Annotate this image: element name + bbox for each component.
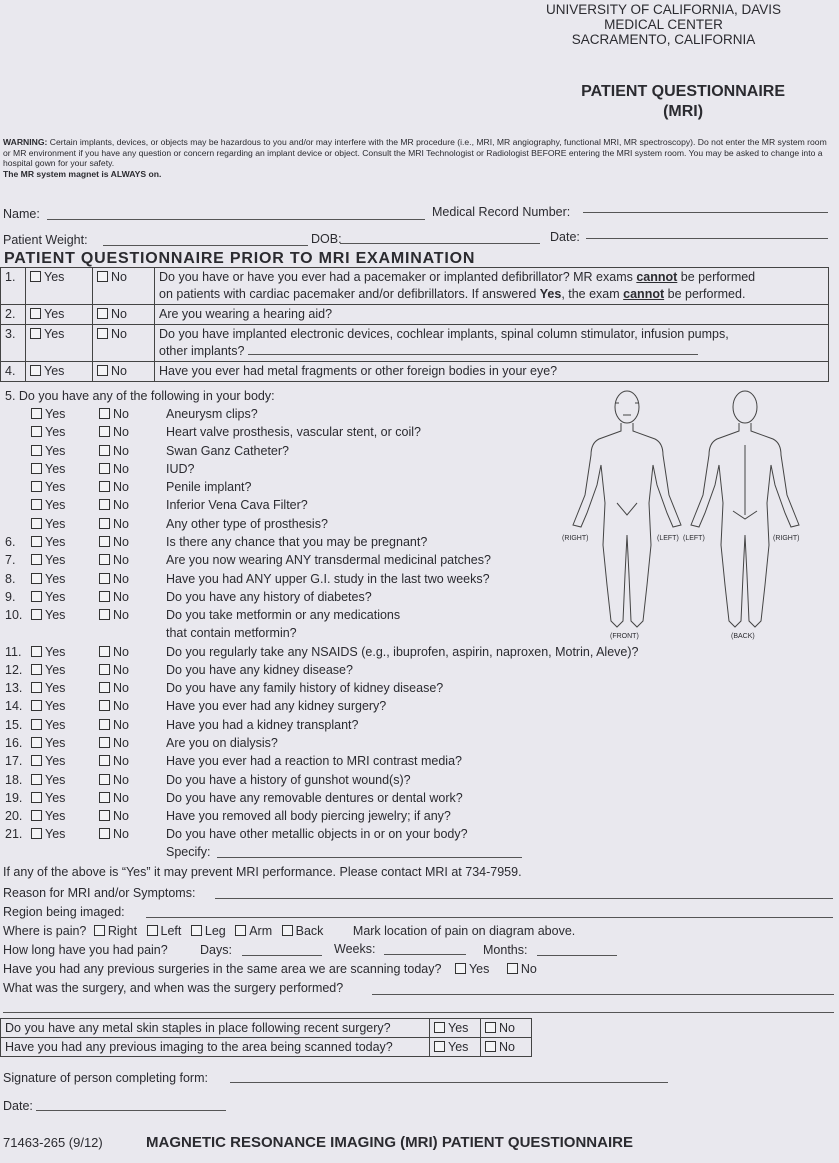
question-text: Are you now wearing ANY transdermal medicinal patches? [166,553,491,568]
q5-intro: 5. Do you have any of the following in your body: [5,389,275,403]
back-checkbox-icon[interactable] [282,925,293,936]
no-option[interactable]: No [99,643,129,661]
question-number: 14. [5,699,23,714]
yes-option[interactable]: Yes [430,1038,481,1057]
surgery-imaging-table [0,1018,532,1057]
form-title [581,82,785,122]
warning-block [3,137,833,179]
checkbox-icon[interactable] [99,664,110,675]
yes-option[interactable]: Yes [31,771,65,789]
checkbox-icon[interactable] [99,426,110,437]
question-text: Any other type of prosthesis? [166,516,328,531]
yes-option[interactable]: Yes [31,825,65,843]
dob-field[interactable] [340,243,540,244]
checkbox-icon[interactable] [97,308,108,319]
yes-option[interactable]: Yes [31,588,65,606]
months-label: Months: [483,943,528,957]
no-option[interactable]: No [99,570,129,588]
question-text: Do you take metformin or any medications [166,608,401,623]
table-row [1,268,829,305]
checkbox-icon[interactable] [31,481,42,492]
question-text: Do you have or have you ever had a pacemaker or implanted defibrillator? MR exams cannot be performed on patients with cardiac pacemaker and/or defibrillators. If answered Yes, the exam cannot be performed. [155,268,829,305]
yes-option[interactable]: Yes [31,679,65,697]
no-option[interactable]: No [99,825,129,843]
checkbox-icon[interactable] [99,573,110,584]
checkbox-icon[interactable] [30,271,41,282]
question-number: 4. [1,362,26,382]
yes-option[interactable]: Yes [31,734,65,752]
checkbox-icon[interactable] [30,328,41,339]
checkbox-icon[interactable] [99,463,110,474]
mark-location-note: Mark location of pain on diagram above. [352,924,576,938]
yes-option[interactable]: Yes [31,643,65,661]
question-text: Penile implant? [166,480,252,495]
diagram-label-left-back: (LEFT) [683,535,705,542]
no-option[interactable]: No [99,771,129,789]
checkbox-icon[interactable] [31,828,42,839]
checkbox-icon[interactable] [31,646,42,657]
yes-option[interactable]: Yes [31,697,65,715]
body-diagram[interactable] [555,385,815,643]
checkbox-icon[interactable] [30,365,41,376]
right-checkbox-icon[interactable] [94,925,105,936]
days-label: Days: [200,943,232,957]
question-number: 17. [5,754,23,769]
region-field[interactable] [146,917,833,918]
yes-option[interactable]: Yes [31,606,65,624]
warning-text: Certain implants, devices, or objects may be hazardous to you and/or may interfere with the MR procedure (i.e., MRI, MR angiography, functional MRI, MR spectroscopy). Do not enter the MR system room or MR environment if you have any question or concern regarding an implant device or object. Consult the MRI Technologist or Radiologist BEFORE entering the MRI system room. You may be asked to change into a hospital gown for your safety. [3,137,827,168]
yes-option[interactable]: Yes [31,460,65,478]
yes-option[interactable]: Yes [26,268,93,305]
weight-label: Patient Weight: [3,233,88,247]
checkbox-icon[interactable] [485,1041,496,1052]
yes-option[interactable]: Yes [31,570,65,588]
no-option[interactable]: No [99,533,129,551]
no-option[interactable]: No [99,734,129,752]
question-number: 21. [5,827,23,842]
yes-option[interactable]: Yes [31,533,65,551]
question-text: Have you ever had any kidney surgery? [166,699,387,714]
checkbox-icon[interactable] [31,737,42,748]
prev-surgery-yes-checkbox-icon[interactable] [455,963,466,974]
no-option[interactable]: No [93,325,155,362]
question-text: that contain metformin? [166,626,297,641]
left-option[interactable]: Left [160,924,182,938]
question-number: 13. [5,681,23,696]
question-text: Do you have a history of gunshot wound(s)? [166,772,411,787]
prev-surgery-yes[interactable]: Yes [468,962,490,976]
checkbox-icon[interactable] [99,682,110,693]
signature-label: Signature of person completing form: [3,1071,208,1085]
no-option[interactable]: No [99,588,129,606]
question-text: Aneurysm clips? [166,407,258,421]
checkbox-icon[interactable] [31,408,42,419]
checkbox-icon[interactable] [31,682,42,693]
checkbox-icon[interactable] [99,755,110,766]
yes-option[interactable]: Yes [31,496,65,514]
no-option[interactable]: No [99,661,129,679]
contact-note: If any of the above is “Yes” it may prevent MRI performance. Please contact MRI at 734-7959. [3,865,522,879]
question-number: 1. [1,268,26,305]
front-body-figure [573,391,681,627]
reason-field[interactable] [215,898,833,899]
header-line1: UNIVERSITY OF CALIFORNIA, DAVIS [545,2,781,17]
no-option[interactable]: No [99,679,129,697]
question-text: Are you on dialysis? [166,736,278,751]
yes-option[interactable]: Yes [31,551,65,569]
checkbox-icon[interactable] [99,518,110,529]
checkbox-icon[interactable] [99,408,110,419]
checkbox-icon[interactable] [99,481,110,492]
mrn-field[interactable] [583,212,828,213]
no-option[interactable]: No [99,423,129,441]
checkbox-icon[interactable] [31,554,42,565]
checkbox-icon[interactable] [434,1041,445,1052]
diagram-label-left-front: (LEFT) [657,535,679,542]
pain-duration-label: How long have you had pain? [3,943,168,957]
no-option[interactable]: No [99,551,129,569]
warning-label: WARNING: [3,137,48,147]
weight-field[interactable] [103,245,308,246]
institution-header [546,2,781,47]
table-row [1,325,829,362]
question-number: 19. [5,790,23,805]
yes-option[interactable]: Yes [31,405,65,423]
footer-title: MAGNETIC RESONANCE IMAGING (MRI) PATIENT QUESTIONNAIRE [146,1134,633,1151]
reason-label: Reason for MRI and/or Symptoms: [3,886,196,900]
leg-checkbox-icon[interactable] [191,925,202,936]
prev-surgery-no-checkbox-icon[interactable] [507,963,518,974]
back-option[interactable]: Back [295,924,324,938]
checkbox-icon[interactable] [99,700,110,711]
question-number: 3. [1,325,26,362]
question-number: 10. [5,608,23,623]
yes-option[interactable]: Yes [31,789,65,807]
checkbox-icon[interactable] [99,774,110,785]
no-option[interactable]: No [99,752,129,770]
question-text: Do you regularly take any NSAIDS (e.g., ibuprofen, aspirin, naproxen, Motrin, Aleve)? [166,644,639,659]
table-row [1,1019,532,1038]
region-label: Region being imaged: [3,905,125,919]
checkbox-icon[interactable] [99,828,110,839]
no-option[interactable]: No [93,268,155,305]
checkbox-icon[interactable] [31,700,42,711]
diagram-label-back: (BACK) [731,633,755,640]
date2-field[interactable] [36,1110,226,1111]
form-code: 71463-265 (9/12) [3,1135,103,1150]
yes-option[interactable]: Yes [31,807,65,825]
prev-surgery-no[interactable]: No [520,962,537,976]
months-field[interactable] [537,955,617,956]
checkbox-icon[interactable] [99,536,110,547]
date-label: Date: [550,230,580,244]
signature-field[interactable] [230,1082,668,1083]
prev-surgery-question: Have you had any previous surgeries in the same area we are scanning today? [3,962,442,976]
checkbox-icon[interactable] [485,1022,496,1033]
yes-option[interactable]: Yes [26,362,93,382]
question-text: Do you have any removable dentures or dental work? [166,790,463,805]
yes-option[interactable]: Yes [31,515,65,533]
other-implants-field[interactable] [248,344,698,355]
question-text: Do you have any kidney disease? [166,662,353,677]
arm-option[interactable]: Arm [249,924,273,938]
no-option[interactable]: No [99,442,129,460]
table-row [1,305,829,325]
question-text: Do you have any metal skin staples in place following recent surgery? [1,1019,430,1038]
question-number: 2. [1,305,26,325]
days-field[interactable] [242,955,322,956]
date-field[interactable] [586,238,828,239]
diagram-label-right-back: (RIGHT) [773,535,800,542]
checkbox-icon[interactable] [99,810,110,821]
leg-option[interactable]: Leg [204,924,226,938]
checkbox-icon[interactable] [99,719,110,730]
question-number: 18. [5,772,23,787]
checkbox-icon[interactable] [31,499,42,510]
yes-option[interactable]: Yes [31,716,65,734]
no-option[interactable]: No [93,362,155,382]
no-option[interactable]: No [99,515,129,533]
question-number: 9. [5,589,16,604]
prev-surgery-row [3,962,537,976]
question-text: Is there any chance that you may be pregnant? [166,534,428,549]
yes-option[interactable]: Yes [31,478,65,496]
question-text: Heart valve prosthesis, vascular stent, or coil? [166,425,421,440]
no-option[interactable]: No [99,606,129,624]
left-checkbox-icon[interactable] [147,925,158,936]
question-text: Have you ever had a reaction to MRI contrast media? [166,754,462,769]
what-surgery-field-2[interactable] [3,1012,834,1013]
no-option[interactable]: No [99,716,129,734]
question-text: Do you have any family history of kidney disease? [166,681,444,696]
question-number: 16. [5,736,23,751]
checkbox-icon[interactable] [31,591,42,602]
no-option[interactable]: No [481,1019,532,1038]
checkbox-icon[interactable] [31,573,42,584]
diagram-label-right-front: (RIGHT) [562,535,589,542]
checkbox-icon[interactable] [30,308,41,319]
question-text: Are you wearing a hearing aid? [155,305,829,325]
checkbox-icon[interactable] [31,810,42,821]
checkbox-icon[interactable] [31,792,42,803]
section-title: PATIENT QUESTIONNAIRE PRIOR TO MRI EXAMINATION [4,250,476,267]
question-number: 12. [5,662,23,677]
checkbox-icon[interactable] [97,328,108,339]
question-text: Have you had any previous imaging to the area being scanned today? [1,1038,430,1057]
question-text: Have you had ANY upper G.I. study in the last two weeks? [166,571,490,586]
checkbox-icon[interactable] [31,774,42,785]
no-option[interactable]: No [93,305,155,325]
checkbox-icon[interactable] [99,554,110,565]
what-surgery-field[interactable] [372,994,834,995]
header-line2: MEDICAL CENTER [604,17,723,32]
checkbox-icon[interactable] [97,365,108,376]
no-option[interactable]: No [99,496,129,514]
title-line2: (MRI) [663,103,704,120]
name-label: Name: [3,207,40,221]
specify-label: Specify: [166,845,211,859]
question-number: 11. [5,644,22,659]
checkbox-icon[interactable] [99,591,110,602]
checkbox-icon[interactable] [99,646,110,657]
question-number: 6. [5,534,16,549]
checkbox-icon[interactable] [99,445,110,456]
no-option[interactable]: No [481,1038,532,1057]
right-option[interactable]: Right [107,924,138,938]
yes-option[interactable]: Yes [31,661,65,679]
dob-label: DOB: [311,232,342,246]
checkbox-icon[interactable] [97,271,108,282]
weeks-label: Weeks: [334,942,376,956]
question-text: Swan Ganz Catheter? [166,443,289,458]
no-option[interactable]: No [99,478,129,496]
checkbox-icon[interactable] [31,426,42,437]
title-line1: PATIENT QUESTIONNAIRE [581,83,785,100]
specify-field[interactable] [217,857,522,858]
yes-option[interactable]: Yes [26,325,93,362]
question-text: Do you have implanted electronic devices, cochlear implants, spinal column stimulator, infusion pumps, other implants? [155,325,829,362]
checkbox-icon[interactable] [31,536,42,547]
question-text: Have you removed all body piercing jewelry; if any? [166,809,451,824]
yes-option[interactable]: Yes [430,1019,481,1038]
question-text: Do you have any history of diabetes? [166,589,372,604]
checkbox-icon[interactable] [31,755,42,766]
question-number: 20. [5,809,23,824]
arm-checkbox-icon[interactable] [235,925,246,936]
checkbox-icon[interactable] [99,737,110,748]
what-surgery-label: What was the surgery, and when was the surgery performed? [3,981,344,995]
pain-label: Where is pain? [3,924,87,938]
no-option[interactable]: No [99,697,129,715]
table-row [1,362,829,382]
question-number: 15. [5,717,23,732]
yes-option[interactable]: Yes [31,423,65,441]
header-line3: SACRAMENTO, CALIFORNIA [571,32,756,47]
question-text: IUD? [166,461,195,476]
checkbox-icon[interactable] [31,664,42,675]
question-number: 7. [5,553,16,568]
boxed-questions-table [0,267,829,382]
pain-location-row [3,924,575,938]
question-text: Inferior Vena Cava Filter? [166,498,308,513]
checkbox-icon[interactable] [31,445,42,456]
table-row [1,1038,532,1057]
no-option[interactable]: No [99,405,129,423]
magnet-notice: The MR system magnet is ALWAYS on. [3,168,162,179]
weeks-field[interactable] [384,954,466,955]
no-option[interactable]: No [99,789,129,807]
question-text: Do you have other metallic objects in or on your body? [166,827,468,842]
no-option[interactable]: No [99,460,129,478]
checkbox-icon[interactable] [31,518,42,529]
checkbox-icon[interactable] [99,609,110,620]
checkbox-icon[interactable] [31,463,42,474]
checkbox-icon[interactable] [99,792,110,803]
date2-label: Date: [3,1099,33,1113]
back-body-figure [691,391,799,627]
question-text: Have you had a kidney transplant? [166,717,359,732]
checkbox-icon[interactable] [434,1022,445,1033]
no-option[interactable]: No [99,807,129,825]
yes-option[interactable]: Yes [26,305,93,325]
checkbox-icon[interactable] [99,499,110,510]
yes-option[interactable]: Yes [31,442,65,460]
yes-option[interactable]: Yes [31,752,65,770]
diagram-label-front: (FRONT) [610,633,639,640]
mrn-label: Medical Record Number: [432,205,571,219]
name-field[interactable] [47,219,425,220]
checkbox-icon[interactable] [31,609,42,620]
question-number: 8. [5,571,16,586]
checkbox-icon[interactable] [31,719,42,730]
question-text: Have you ever had metal fragments or other foreign bodies in your eye? [155,362,829,382]
